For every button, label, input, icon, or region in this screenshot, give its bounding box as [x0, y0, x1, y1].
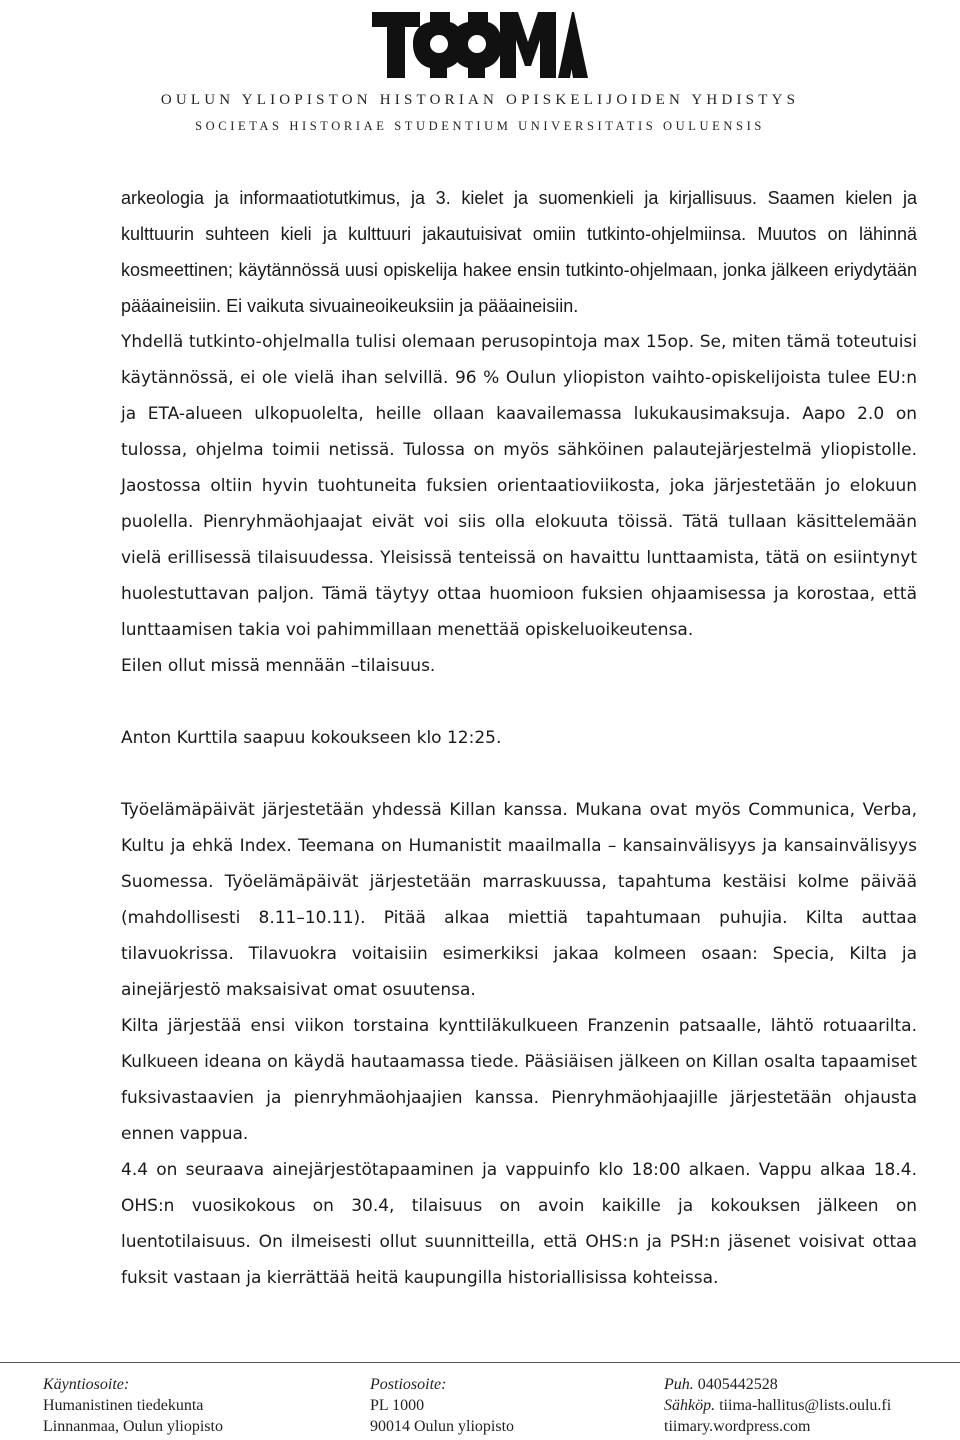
footer-visiting-address	[43, 1374, 223, 1437]
visiting-label: Käyntiosoite:	[43, 1376, 130, 1393]
postal-line2: 90014 Oulun yliopisto	[370, 1418, 515, 1435]
visiting-line1: Humanistinen tiedekunta	[43, 1397, 204, 1414]
document-body	[121, 180, 917, 1296]
paragraph: Anton Kurttila saapuu kokoukseen klo 12:25.	[121, 728, 502, 748]
postal-line1: PL 1000	[370, 1397, 425, 1414]
footer-divider	[0, 1362, 960, 1363]
paragraph: Eilen ollut missä mennään –tilaisuus.	[121, 656, 436, 676]
paragraph: arkeologia ja informaatiotutkimus, ja 3. kielet ja suomenkieli ja kirjallisuus. Saamen kielen ja kulttuurin suhteen kieli ja kulttuuri jakautuisivat omiin tutkinto-ohjelmiinsa. Muutos on lähinnä kosmeettinen; käytännössä uusi opiskelija hakee ensin tutkinto-ohjelmaan, jonka jälkeen eriydytään pääaineisiin. Ei vaikuta sivuaineoikeuksiin ja pääaineisiin.	[121, 188, 917, 316]
org-name: OULUN YLIOPISTON HISTORIAN OPISKELIJOIDEN YHDISTYS	[160, 92, 800, 108]
paragraph: Yhdellä tutkinto-ohjelmalla tulisi olemaan perusopintoja max 15op. Se, miten tämä toteutuisi käytännössä, ei ole vielä ihan selvillä. 96 % Oulun yliopiston vaihto-opiskelijoista tulee EU:n ja ETA-alueen ulkopuolelta, heille ollaan kaavailemassa lukukausimaksuja. Aapo 2.0 on tulossa, ohjelma toimii netissä. Tulossa on myös sähköinen palautejärjestelmä yliopistolle. Jaostossa oltiin hyvin tuohtuneita fuksien orientaatioviikosta, joka järjestetään jo elokuun puolella. Pienryhmäohjaajat eivät voi siis olla elokuuta töissä. Tätä tullaan käsittelemään vielä erillisessä tilaisuudessa. Yleisissä tenteissä on havaittu lunttaamista, tätä on esiintynyt huolestuttavan paljon. Tämä täytyy ottaa huomioon fuksien ohjaamisessa ja korostaa, että lunttaamisen takia voi pahimmillaan menettää opiskeluoikeutensa.	[121, 332, 917, 640]
email-label: Sähköp.	[664, 1397, 716, 1414]
paragraph: Kilta järjestää ensi viikon torstaina kynttiläkulkueen Franzenin patsaalle, lähtö rotuaarilta. Kulkueen ideana on käydä hautaamassa tiede. Pääsiäisen jälkeen on Killan osalta tapaamiset fuksivastaavien ja pienryhmäohjaajien kanssa. Pienryhmäohjaajille järjestetään ohjausta ennen vappua.	[121, 1016, 917, 1144]
footer-postal-address	[370, 1374, 514, 1437]
visiting-line2: Linnanmaa, Oulun yliopisto	[43, 1418, 223, 1435]
phone-number: 0405442528	[697, 1376, 778, 1393]
phone-line	[664, 1374, 891, 1395]
org-name-latin: SOCIETAS HISTORIAE STUDENTIUM UNIVERSITATIS OULUENSIS	[195, 119, 765, 133]
spacer	[121, 756, 917, 792]
paragraph: Työelämäpäivät järjestetään yhdessä Killan kanssa. Mukana ovat myös Communica, Verba, Kultu ja ehkä Index. Teemana on Humanistit maailmalla – kansainvälisyys ja kansainvälisyys Suomessa. Työelämäpäivät järjestetään marraskuussa, tapahtuma kestäisi kolme päivää (mahdollisesti 8.11–10.11). Pitää alkaa miettiä tapahtumaan puhujia. Kilta auttaa tilavuokrissa. Tilavuokra voitaisiin esimerkiksi jakaa kolmeen osaan: Specia, Kilta ja ainejärjestö maksaisivat omat osuutensa.	[121, 800, 917, 1000]
spacer	[121, 684, 917, 720]
email-line	[664, 1395, 891, 1416]
tiima-logo	[372, 6, 588, 82]
footer-contact	[664, 1374, 891, 1437]
paragraph: 4.4 on seuraava ainejärjestötapaaminen ja vappuinfo klo 18:00 alkaen. Vappu alkaa 18.4. OHS:n vuosikokous on 30.4, tilaisuus on avoin kaikille ja kokouksen jälkeen on luentotilaisuus. On ilmeisesti ollut suunnitteilla, että OHS:n ja PSH:n jäsenet voisivat ottaa fuksit vastaan ja kierrättää heitä kaupungilla historiallisissa kohteissa.	[121, 1160, 917, 1288]
postal-label: Postiosoite:	[370, 1376, 447, 1393]
website-link[interactable]: tiimary.wordpress.com	[664, 1418, 811, 1435]
phone-label: Puh.	[664, 1376, 694, 1393]
email-address[interactable]: tiima-hallitus@lists.oulu.fi	[719, 1397, 892, 1414]
